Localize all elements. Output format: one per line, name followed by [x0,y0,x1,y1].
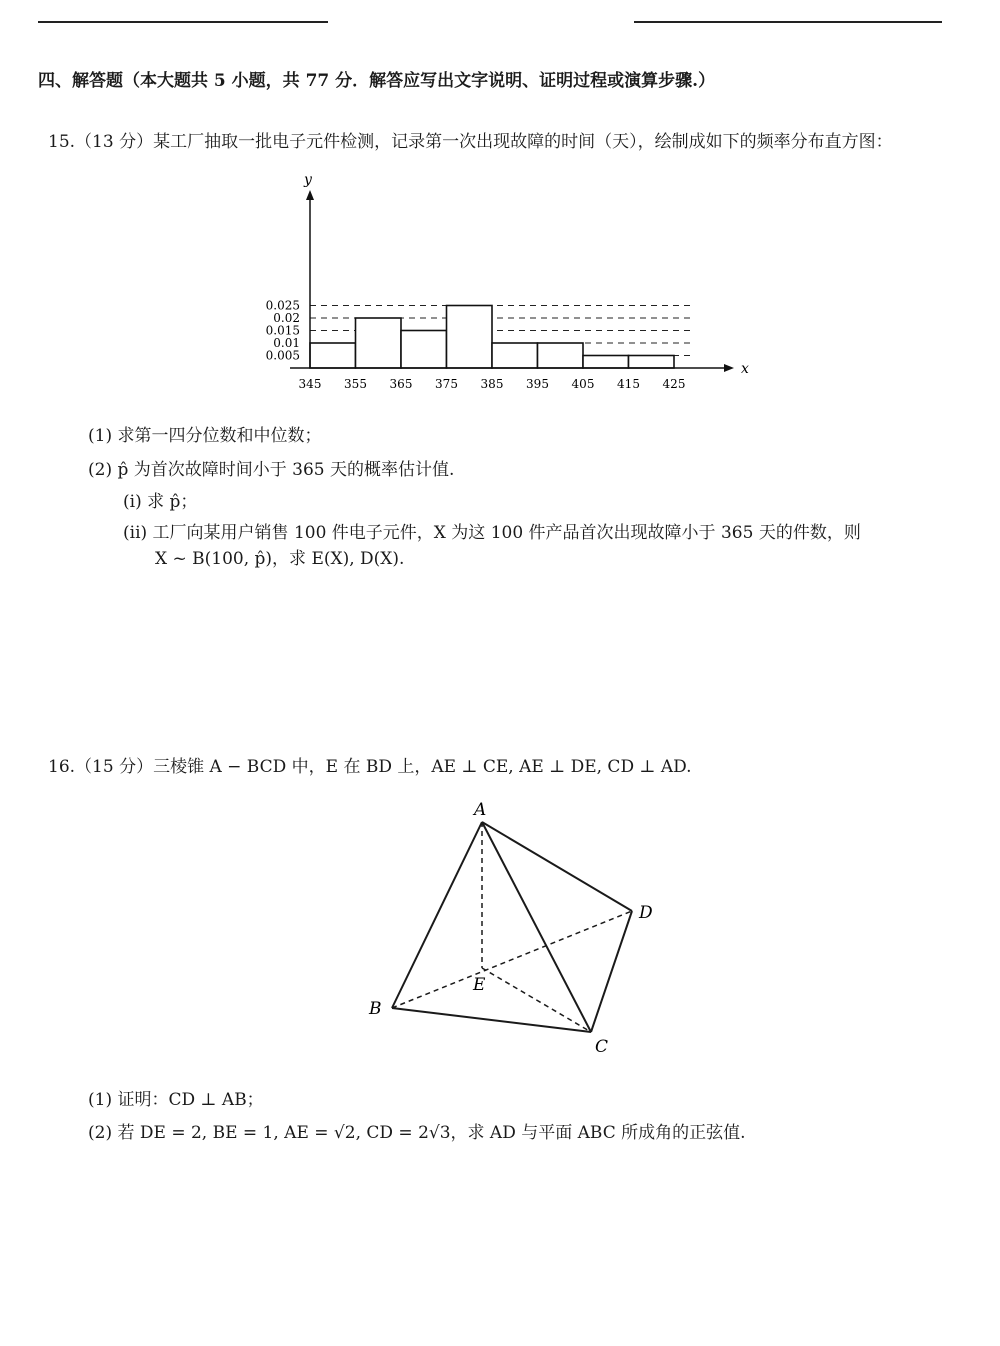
x-tick-label: 375 [435,377,458,391]
x-axis-arrow [724,364,734,372]
q15-part2-ii-line1: (ii) 工厂向某用户销售 100 件电子元件，X 为这 100 件产品首次出现故障小于 365 天的件数，则 [123,523,861,543]
vertex-label-B: B [369,999,382,1019]
x-tick-label: 425 [662,377,686,391]
y-tick-label: 0.025 [265,298,300,313]
x-tick-label: 355 [344,377,367,391]
x-tick-label: 415 [617,377,640,391]
y-tick-label: 0.015 [265,323,300,338]
edge-CD [591,911,632,1032]
histogram-bar [583,356,629,369]
y-tick-label: 0.02 [273,311,300,325]
y-tick-label: 0.005 [265,348,300,363]
q15-stem: 15.（13 分）某工厂抽取一批电子元件检测，记录第一次出现故障的时间（天），绘制成如下的频率分布直方图： [48,132,893,152]
histogram-bar [538,343,584,368]
edge-AB [392,822,482,1008]
y-axis-arrow [306,190,314,200]
pyramid-figure [355,795,675,1065]
histogram-bar [447,306,493,369]
x-tick-label: 405 [571,377,595,391]
histogram-chart [255,168,775,398]
histogram-bar [310,343,356,368]
header-rule-left [38,21,328,23]
vertex-label-A: A [474,800,487,820]
q15-part1: (1) 求第一四分位数和中位数； [88,426,322,446]
vertex-label-C: C [595,1037,609,1057]
q15-part2: (2) p̂ 为首次故障时间小于 365 天的概率估计值. [88,460,455,480]
histogram-bar [401,331,447,369]
edge-BD-hidden [392,911,632,1008]
q15-part2-ii-line2: X ~ B(100, p̂)，求 E(X), D(X). [155,549,405,569]
q16-part1: (1) 证明：CD ⊥ AB； [88,1090,264,1110]
section-heading: 四、解答题（本大题共 5 小题，共 77 分．解答应写出文字说明、证明过程或演算步骤.） [38,71,716,91]
y-axis-label: y [304,172,312,188]
histogram-bar [492,343,538,368]
vertex-label-E: E [473,975,486,995]
x-tick-label: 345 [298,377,322,391]
q15-part2-i: (i) 求 p̂； [123,492,198,512]
edge-BC [392,1008,591,1032]
y-tick-label: 0.01 [273,336,300,350]
vertex-label-D: D [639,903,653,923]
header-rule-right [634,21,942,23]
x-axis-label: x [741,361,749,377]
x-tick-label: 365 [389,377,413,391]
x-tick-label: 395 [526,377,549,391]
histogram-bar [356,318,402,368]
x-tick-label: 385 [480,377,504,391]
histogram-bar [629,356,675,369]
q16-stem: 16.（15 分）三棱锥 A − BCD 中，E 在 BD 上，AE ⊥ CE, AE ⊥ DE, CD ⊥ AD. [48,757,692,777]
q16-part2: (2) 若 DE = 2, BE = 1, AE = √2, CD = 2√3，求 AD 与平面 ABC 所成角的正弦值. [88,1123,746,1143]
